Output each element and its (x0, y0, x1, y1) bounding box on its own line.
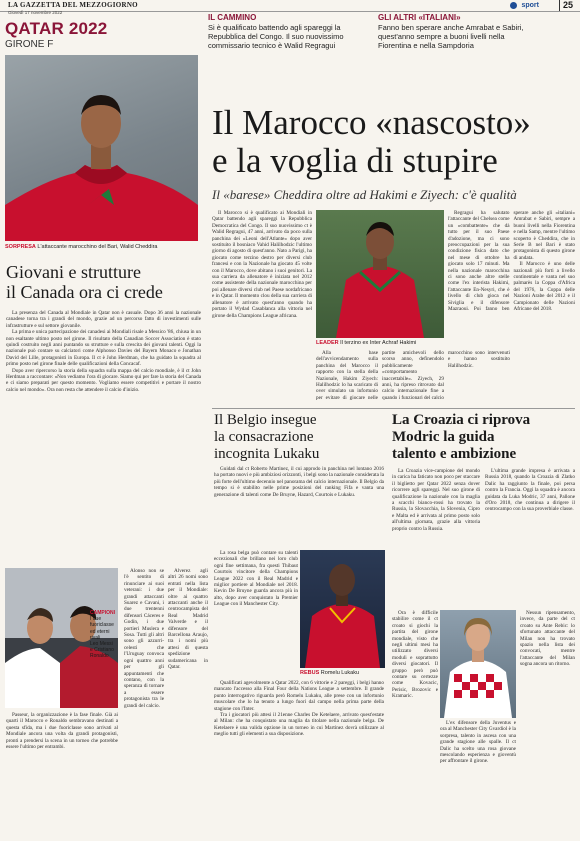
canada-headline (6, 262, 202, 302)
player-silhouette-icon (316, 210, 444, 338)
belgio-headline-line: la consacrazione (214, 429, 314, 445)
canada-paragraph: La presenza del Canada al Mondiale in Qatar non è casuale. Dopo 36 anni la nazionale canadese torna tra i grandi del mondo, grazie ad un percorso fatto di investimenti sulle infrastrutture e sul settore giovanile. (6, 310, 201, 329)
croazia-headline (392, 412, 576, 463)
main-body-col-1 (212, 210, 312, 406)
croazia-headline-line: talento e ambizione (392, 446, 517, 462)
croazia-body-col-5 (520, 610, 575, 832)
teaser-italiani (378, 13, 538, 50)
teaser-label: IL CAMMINO (208, 13, 257, 22)
photo-modric (440, 610, 516, 718)
teaser-text: Fanno ben sperare anche Amrabat e Sabiri, quest'anno sempre a buoni livelli nella Fiorentina e nella Sampdoria (378, 23, 524, 50)
section-name: sport (521, 2, 539, 9)
croazia-body-col-4 (440, 720, 516, 832)
caption-campioni (90, 610, 120, 660)
caption-text: Il terzino ex Inter Achraf Hakimi (340, 340, 417, 346)
section-divider (212, 408, 575, 409)
belgio-body-col-2 (214, 550, 298, 678)
croazia-body-col-3 (392, 610, 438, 832)
masthead (0, 0, 580, 15)
sport-badge (510, 0, 550, 11)
caption-line: Ronaldo (90, 653, 109, 660)
croazia-body-col-2 (485, 468, 575, 608)
belgio-body-col-1 (214, 466, 384, 548)
paper-name: LA GAZZETTA DEL MEZZOGIORNO (8, 1, 138, 9)
teaser-cammino (208, 13, 370, 50)
main-subhead: Il «barese» Cheddira oltre ad Hakimi e Ziyech: c'è qualità (212, 187, 517, 202)
caption-label: SORPRESA (5, 244, 36, 250)
main-headline (212, 104, 574, 180)
main-headline-line: Il Marocco «nascosto» (212, 103, 531, 142)
belgio-headline-line: incognita Lukaku (214, 446, 320, 462)
belgio-paragraph: Tra i giocatori più attesi il 21enne Charles De Ketelaere, arrivato quest'estate al Milan: che ha conquistato una maglia da titolare nella nazionale belga. De Ketelaere è una valida opzione in un torneo in cui Martinez dovrà utilizzare al meglio tutti gli elementi a sua disposizione. (214, 712, 384, 738)
belgio-paragraph: La rosa belga può contare su talenti eccezionali che brillano nei loro club ogni fine settimana, fra questi Thibaut Courtois vincitore della Champions League 2022 con il Real Madrid e miglior portiere al Mondiale nel 2018. Kevin De Bruyne guarda ancora più in alto, dopo aver conquistato la Premier League con il Manchester City. (214, 550, 298, 608)
croazia-paragraph: L'ultima grande impresa è arrivata a Russia 2018, quando la Croazia di Zlatko Dalic ha raggiunto la finale, poi persa contro la Francia. Oggi la squadra è ancora guidata da Luka Modric, 37 anni, Pallone d'Oro 2018, che continua a dirigere il centrocampo con la sua proverbiale classe. (485, 468, 575, 513)
main-paragraph: Il Marocco è uno delle nazionali più forti a livello continentale e vanta nel suo palmarès la Coppa d'Africa del 1976, la Coppa delle Nazioni Arabe del 2012 e il Campionato delle Nazioni Africane del 2018. (513, 261, 575, 313)
belgio-headline-line: Il Belgio insegue (214, 412, 317, 428)
croazia-paragraph: L'ex difensore della Juventus e ora al Manchester City Gvardiol è la sorpresa, talento in ascesa con una grande stagione alle spalle. Il ct Dalic ha scelto una rosa giovane mescolando esperienza e gioventù per affrontare il girone. (440, 720, 516, 765)
belgio-paragraph: Qualificati agevolmente a Qatar 2022, con 6 vittorie e 2 pareggi, i belgi hanno mancato l'accesso alla Final Four della Nations League a settembre. Il grande punto interrogativo riguarda però Romelu Lukaku, alle prese con un infortunio muscolare che lo ha tenuto a lungo fuori dal campo nella prima parte della stagione con l'Inter. (214, 680, 384, 712)
belgio-headline (214, 412, 384, 463)
belgio-paragraph: Guidati dal ct Roberto Martinez, il cui approdo in panchina nel lontano 2016 ha portato nuovi e più ambiziosi orizzonti, i belgi sono la nazionale considerata la più forte dell'ultimo decennio nel panorama del calcio internazionale. Il Belgio da tempo si è stabilito nelle prime posizioni del ranking Fifa e vanta una generazione di talenti come De Bruyne, Hazard, Courtois e Lukaku. (214, 466, 384, 498)
croazia-paragraph: Ora è difficile stabilire come il ct croato si giochi la partita del girone mondiale, visto che negli ultimi mesi ha utilizzato diversi moduli e soprattutto diversi giocatori. Il gruppo però può contare su certezze come Kovacic, Perisic, Brozovic e Kramaric. (392, 610, 438, 700)
canada-paragraph: La prima e unica partecipazione dei canadesi ai Mondiali risale a Messico '86, chiusa in un non esaltante ultimo posto nel girone. Il risultato della Canadian Soccer Association è stato quindi costruito negli anni puntando su strutture e sulla crescita dei giovani talenti. Oggi la nazionale può contare su calciatori come Alphonso Davies del Bayern Monaco e Jonathan David del Lille, protagonisti in Europa. Il ct è John Herdman, che ha guidato la squadra al primo posto nel girone finale delle qualificazioni della Concacaf. (6, 329, 201, 368)
group-label: GIRONE F (5, 39, 54, 50)
canada-body (6, 310, 201, 566)
player-silhouette-icon (300, 550, 385, 668)
canada-headline-line: il Canada ora ci crede (6, 282, 163, 302)
teaser-label: GLI ALTRI «ITALIANI» (378, 13, 461, 22)
photo-lukaku (300, 550, 385, 668)
side-bio-paragraph: Alverez agli altri 26 nomi sono entrati nella lista per il Mondiale: oltre ai quattro attaccanti anche il centrocampista del Real Madrid Valverde e il difensore del Barcellona Araujo, tra i nomi più attesi di questa spedizione sudamericana in Qatar. (168, 568, 208, 671)
teaser-text: Si è qualificato battendo agli spareggi la Repubblica del Congo. Il suo nuovissimo commissario tecnico è Walid Regragui (208, 23, 344, 50)
main-paragraph: Il Marocco si è qualificato ai Mondiali in Qatar battendo agli spareggi la Repubblica Democratica del Congo. Il suo nuovissimo ct è Walid Regragui, 47 anni, arrivato da poco sulla panchina dei «Leoni dell'Atlante» dopo aver sostituito il bosniaco Vahid Halilhodzic l'ultimo giorno di agosto di quest'anno. Nato a Parigi, ha giocato come terzino destro per diversi club francesi e con la Nazionale ha giocato 45 volte con il Marocco, dove abitano i suoi genitori. La sua carriera da allenatore è iniziata nel 2012 come assistente della nazionale marocchina per poi allenare diversi club nel Paese nordafricano e in Qatar. Il momento clou della sua carriera di allenatore è arrivato quest'anno quando ha portato il Wydad Casablanca alla vittoria nel girone della Champions League africana. (212, 210, 312, 319)
main-paragraph: Alla base dell'avvicendamento sulla panchina del Marocco il rapporto con la stella della Nazionale, Hakim Ziyech: Halilhodzic lo ha scaricato di over simulato un infortunio per evitare di giocare nelle partite amichevoli dello scorso anno, definendolo pubblicamente «comportamento inaccettabile». Ziyech, 29 anni, ha ripreso ritrovato dal calcio internazionale fine a quando i funzionari del calcio marocchino sono intervenuti e hanno sostituito Halilhodzic. (316, 350, 510, 401)
issue-date: Giovedì 17 novembre 2022 (8, 10, 63, 15)
canada-paragraph: Dopo aver ripercorso la storia della squadra sulla mappa del calcio mondiale, è il ct John Herdman a raccontare: «Non vediamo l'ora di giocare. Siamo qui per fare la storia del Canada e ci siamo preparati per questo momento. Vogliamo essere competitivi e portare il nostro calcio nel mondo». Ora non resta che attendere il calcio d'inizio. (6, 367, 201, 393)
croazia-paragraph: Nessun ripensamento, invece, da parte del ct croato su Ante Rebic: lo sfortunato attaccante del Milan non ha trovato spazio nella lista dei convocati, mentre l'attaccante del Milan sogna ancora un ritorno. (520, 610, 575, 668)
croazia-headline-line: La Croazia ci riprova (392, 412, 531, 428)
caption-line: e Cristiano (90, 647, 114, 654)
caption-label: REBUS (300, 670, 320, 676)
page-number: 25 (559, 0, 573, 11)
side-bio-paragraph: Alonso non se l'è sentito di rinunciare ai suoi veterani: i due grandi attaccanti Suarez e Cavani, i due trentenni difensori Cáceres e Godín, i due portieri Muslera e Sosa. Tutti gli altri sono gli azzurri-celesti che l'Uruguay convoca ogni quattro anni per gli appuntamenti che contano, con la speranza di tornare a essere protagonista tra le grandi del calcio. (124, 568, 164, 709)
caption-text: Romelu Lukaku (320, 670, 360, 676)
caption-text: L'attaccante marocchino del Bari, Walid Cheddira (37, 244, 158, 250)
main-body-col-2 (316, 350, 510, 406)
tournament-title: QATAR 2022 (5, 19, 108, 38)
photo-cheddira (5, 55, 198, 241)
croazia-body-col-1 (392, 468, 480, 608)
caption-line: I due (90, 616, 102, 623)
croazia-headline-line: Modric la guida (392, 429, 495, 445)
caption-label: CAMPIONI (90, 610, 115, 616)
caption-leader (316, 340, 446, 347)
caption-line: ed eterni (90, 628, 110, 635)
belgio-body-col-3 (214, 680, 384, 832)
side-bio-col-2 (124, 568, 164, 832)
main-body-col-3 (448, 210, 575, 406)
side-bio-col-3 (168, 568, 208, 832)
caption-rebus (300, 670, 388, 677)
canada-headline-line: Giovani e strutture (6, 262, 141, 282)
caption-line: Leo Messi (90, 641, 113, 648)
main-paragraph: Regragui ha salutato l'attaccante del Chelsea come un «combattente» che dà tutto per il suo Paese d'adozione, ma ci sono preoccupazioni per la sua condizione fisica dato che nel mese di ottobre ha giocato solo 17 minuti. Ma nella nazionale marocchina ci sono anche altre stelle come l'ex interista Hakimi, l'attaccante En-Nesyri, che è livello di club gioca nel Siviglia e il difensore Mazraoui. Poi fanno ben sperare anche gli «italiani» Amrabat e Sabiri, sempre a buoni livelli nella Fiorentina e nella Samp, mentre l'ultimo scoperto è Cheddira, che in Serie B nel Bari è stato protagonista di questo girone di andata. (448, 210, 575, 313)
caption-label: LEADER (316, 340, 339, 346)
ball-icon (510, 2, 517, 9)
side-bio-paragraph: Passeur, la organizzazione è la fase finale. Già ai quarti il Marocco e Ronaldo sembravano destinati a questa sfida, ma i due fuoriclasse sono arrivati al Mondiale ancora una volta da grandi protagonisti, pronti a prendersi la scena in un torneo che potrebbe essere l'ultimo per entrambi. (6, 712, 118, 751)
player-silhouette-icon (5, 55, 198, 241)
caption-line: fuoriclasse (90, 622, 114, 629)
photo-hakimi (316, 210, 444, 338)
side-bio-col-1 (6, 712, 118, 832)
caption-line: rivali (90, 634, 101, 641)
caption-sorpresa (5, 244, 200, 251)
croazia-paragraph: La Croazia vice-campione del mondo in carica ha faticato non poco per staccare il biglietto per Qatar 2022 senza dover ricorrere agli spareggi. Nel suo girone di qualificazione la nazionale con la maglia a scacchi bianco-rossi ha trovato la Russia, la Slovacchia, la Slovenia, Cipro e Malta ed è arrivata al primo posto solo all'ultima giornata, grazie alla vittoria proprio contro la Russia. (392, 468, 480, 532)
player-silhouette-icon (440, 610, 516, 718)
main-headline-line: e la voglia di stupire (212, 141, 498, 180)
